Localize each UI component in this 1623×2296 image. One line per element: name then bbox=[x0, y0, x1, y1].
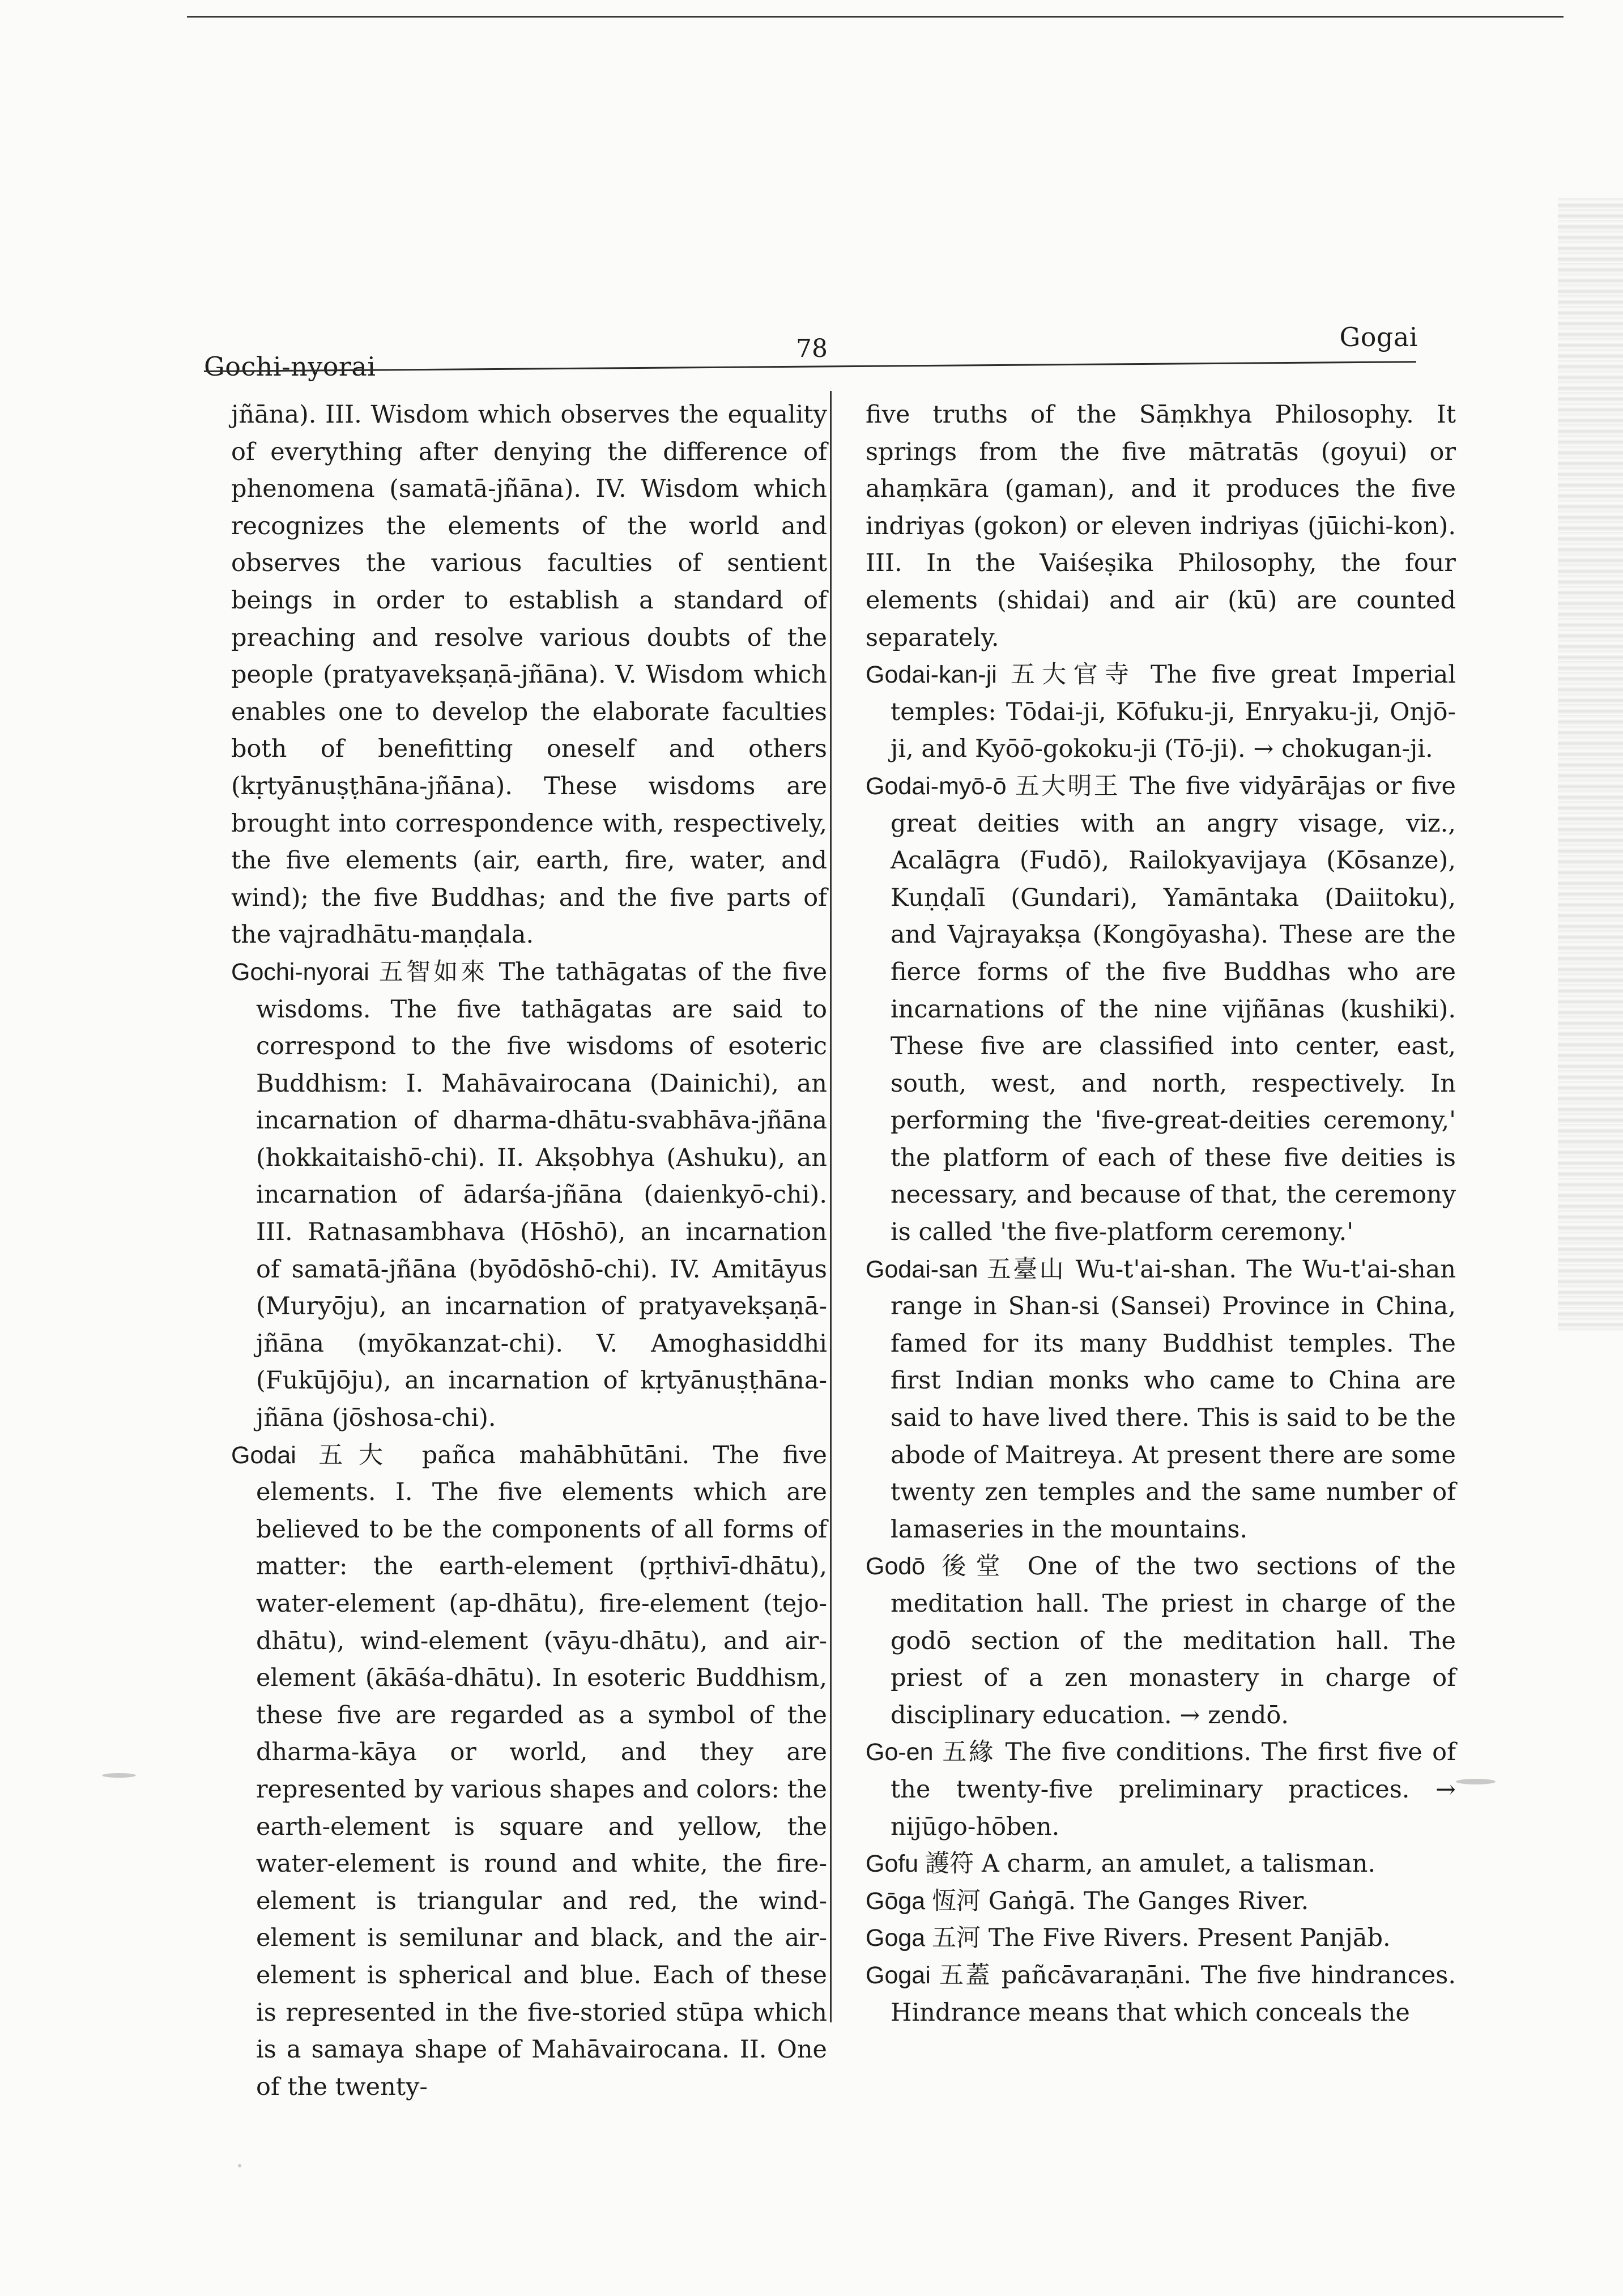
dictionary-entry bbox=[221, 1437, 827, 2106]
entry-definition: pañca mahābhūtāni. The five elements. I. The five elements which are believed to be the components of all forms of matter: the earth-element (pṛthivī-dhātu), water-element (ap-dhātu), fire-element (tejo-dhātu), wind-element (vāyu-dhātu), and air-element (ākāśa-dhātu). In esoteric Buddhism, these five are regarded as a symbol of the dharma-kāya or world, and they are represented by various shapes and colors: the earth-element is square and yellow, the water-element is round and white, the fire-element is triangular and red, the wind-element is semilunar and black, and the air-element is spherical and blue. Each of these is represented in the five-storied stūpa which is a samaya shape of Mahāvairocana. II. One of the twenty- bbox=[256, 1441, 827, 2101]
scan-edge-noise bbox=[1558, 198, 1623, 1331]
dictionary-entry bbox=[855, 1734, 1456, 1846]
entry-continuation: jñāna). III. Wisdom which observes the equality of everything after denying the difference of phenomena (samatā-jñāna). IV. Wisdom which recognizes the elements of the world and observes the various faculties of sentient beings in order to establish a standard of preaching and resolve various doubts of the people (pratyavekṣaṇā-jñāna). V. Wisdom which enables one to develop the elaborate faculties both of benefitting oneself and others (kṛtyānuṣṭhāna-jñāna). These wisdoms are brought into correspondence with, respectively, the five elements (air, earth, fire, water, and wind); the five Buddhas; and the five parts of the vajradhātu-maṇḍala. bbox=[231, 401, 827, 949]
entry-definition: The Five Rivers. Present Panjāb. bbox=[988, 1924, 1391, 1953]
entry-headword: Godai 五大 bbox=[231, 1441, 399, 1469]
entry-headword: Godai-san 五臺山 bbox=[866, 1255, 1066, 1283]
left-column bbox=[221, 397, 827, 2106]
entry-definition: The five great Imperial temples: Tōdai-ji, Kōfuku-ji, Enryaku-ji, Onjō-ji, and Kyōō-gokoku-ji (Tō-ji). → chokugan-ji. bbox=[891, 661, 1456, 764]
entry-headword: Godai-myō-ō 五大明王 bbox=[866, 772, 1121, 800]
right-column bbox=[855, 397, 1456, 2031]
entry-headword: Gochi-nyorai 五智如來 bbox=[231, 958, 488, 986]
entry-headword: Gogai 五蓋 bbox=[866, 1961, 992, 1989]
entry-definition: One of the two sections of the meditation hall. The priest in charge of the godō section of the meditation hall. The priest of a zen monastery in charge of disciplinary education. → zendō. bbox=[891, 1552, 1456, 1730]
entry-headword: Godai-kan-ji 五大官寺 bbox=[866, 661, 1136, 689]
entry-headword: Go-en 五緣 bbox=[866, 1739, 996, 1766]
scan-speck bbox=[238, 2164, 241, 2167]
page-number: 78 bbox=[796, 334, 828, 363]
entry-definition: The tathāgatas of the five wisdoms. The five tathāgatas are said to correspond to the five wisdoms of esoteric Buddhism: I. Mahāvairocana (Dainichi), an incarnation of dharma-dhātu-svabhāva-jñāna (hokkaitaishō-chi). II. Akṣobhya (Ashuku), an incarnation of ādarśa-jñāna (daienkyō-chi). III. Ratnasambhava (Hōshō), an incarnation of samatā-jñāna (byōdōshō-chi). IV. Amitāyus (Muryōju), an incarnation of pratyavekṣaṇā-jñāna (myōkanzat-chi). V. Amoghasiddhi (Fukūjōju), an incarnation of kṛtyānuṣṭhāna-jñāna (jōshosa-chi). bbox=[256, 957, 828, 1433]
entry-headword: Goga 五河 bbox=[866, 1924, 981, 1952]
scan-speck bbox=[102, 1773, 136, 1778]
entry-headword: Gofu 護符 bbox=[866, 1850, 974, 1878]
scan-speck bbox=[1456, 1779, 1496, 1784]
entry-definition: The five vidyārājas or five great deities with an angry visage, viz., Acalāgra (Fudō), Railokyavijaya (Kōsanze), Kuṇḍalī (Gundari), Yamāntaka (Daiitoku), and Vajrayakṣa (Kongōyasha). These are the fierce forms of the five Buddhas who are incarnations of the nine vijñānas (kushiki). These five are classified into center, east, south, west, and north, respectively. In performing the 'five-great-deities ceremony,' the platform of each of these five deities is necessary, and because of that, the ceremony is called 'the five-platform ceremony.' bbox=[891, 772, 1456, 1247]
left-running-head: Gochi-nyorai bbox=[204, 351, 376, 382]
entry-definition: The five conditions. The first five of the twenty-five preliminary practices. → nijūgo-hōben. bbox=[891, 1738, 1456, 1841]
dictionary-entry bbox=[855, 1883, 1456, 1920]
column-divider bbox=[830, 391, 832, 2022]
dictionary-entry bbox=[855, 768, 1456, 1251]
dictionary-entry bbox=[855, 1548, 1456, 1734]
top-border-rule bbox=[187, 16, 1564, 18]
dictionary-entry bbox=[855, 1846, 1456, 1883]
dictionary-entry bbox=[855, 1251, 1456, 1549]
entry-headword: Godō 後堂 bbox=[866, 1553, 1010, 1581]
dictionary-entry bbox=[221, 954, 827, 1437]
dictionary-entry bbox=[855, 1920, 1456, 1957]
entry-definition: A charm, an amulet, a talisman. bbox=[981, 1850, 1376, 1878]
entry-headword: Gōga 恆河 bbox=[866, 1887, 981, 1915]
entry-definition: Gaṅgā. The Ganges River. bbox=[988, 1886, 1309, 1915]
entry-definition: pañcāvaraṇāni. The five hindrances. Hindrance means that which conceals the bbox=[891, 1961, 1456, 2027]
entry-continuation: five truths of the Sāṃkhya Philosophy. It springs from the five mātratās (goyui) or ahaṃkāra (gaman), and it produces the five indriyas (gokon) or eleven indriyas (jūichi-kon). III. In the Vaiśeṣika Philosophy, the four elements (shidai) and air (kū) are counted separately. bbox=[866, 401, 1456, 652]
right-running-head: Gogai bbox=[1339, 322, 1418, 352]
dictionary-entry bbox=[855, 657, 1456, 768]
dictionary-entry bbox=[855, 1957, 1456, 2031]
entry-definition: Wu-t'ai-shan. The Wu-t'ai-shan range in Shan-si (Sansei) Province in China, famed for its many Buddhist temples. The first Indian monks who came to China are said to have lived there. This is said to be the abode of Maitreya. At present there are some twenty zen temples and the same number of lamaseries in the mountains. bbox=[891, 1255, 1456, 1544]
